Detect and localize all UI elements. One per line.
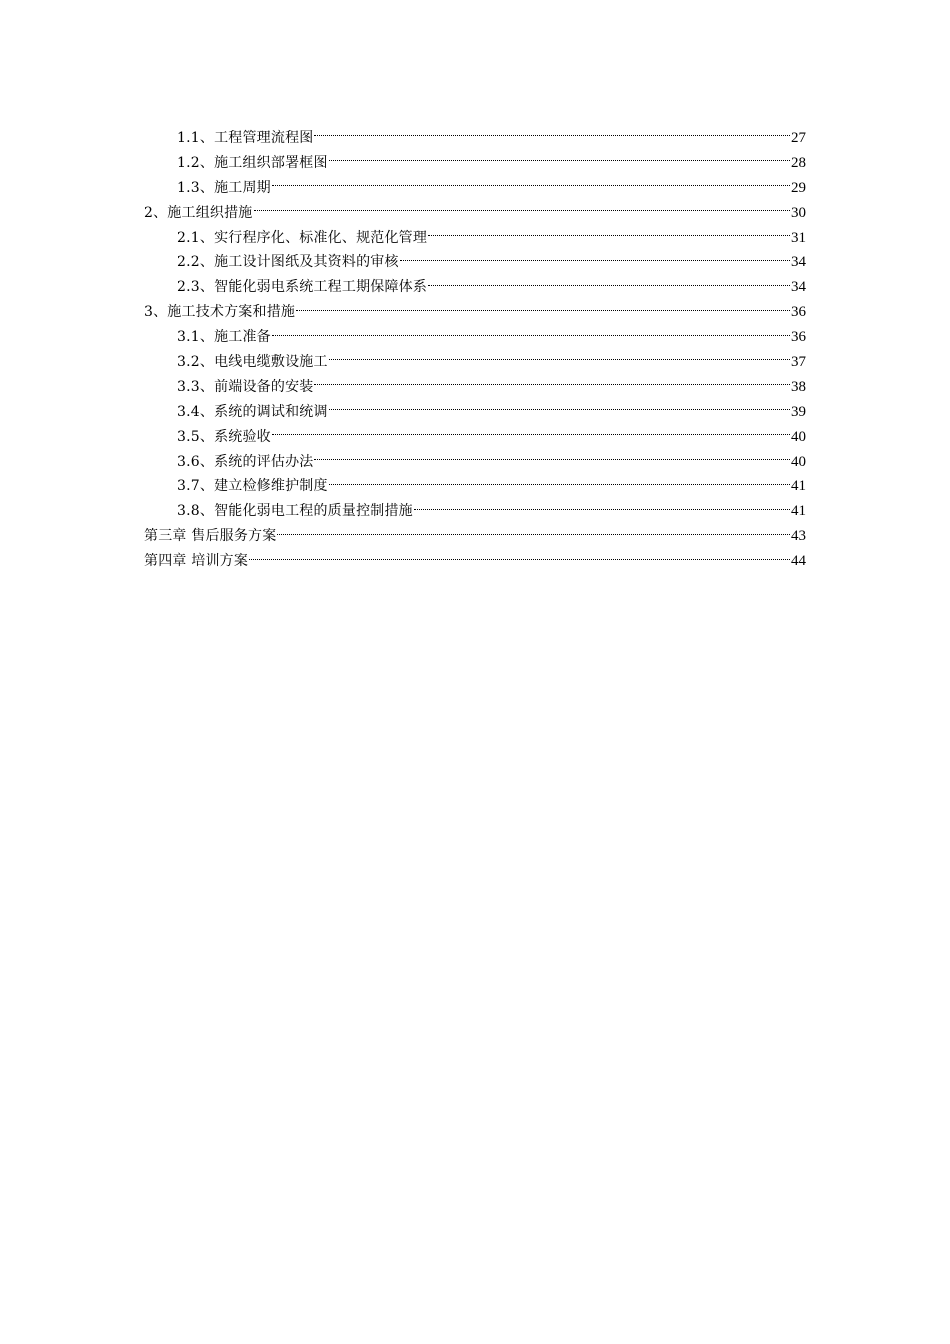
toc-leader-dots xyxy=(400,259,790,261)
toc-leader-dots xyxy=(272,334,790,336)
toc-entry-page: 27 xyxy=(791,130,806,146)
toc-entry[interactable] xyxy=(144,375,806,400)
toc-entry[interactable] xyxy=(144,425,806,450)
toc-leader-dots xyxy=(314,383,790,385)
toc-entry-title: 1.1、工程管理流程图 xyxy=(177,130,314,146)
toc-entry-page: 39 xyxy=(791,403,806,420)
toc-entry-title: 3.2、电线电缆敷设施工 xyxy=(177,354,328,371)
table-of-contents xyxy=(144,126,806,574)
toc-entry-page: 34 xyxy=(791,279,806,296)
toc-leader-dots xyxy=(329,483,790,485)
toc-entry-page: 28 xyxy=(791,154,806,171)
toc-leader-dots xyxy=(272,184,790,186)
toc-entry-page: 41 xyxy=(791,478,806,495)
toc-entry-page: 31 xyxy=(791,229,806,246)
toc-entry-page: 38 xyxy=(791,378,806,395)
toc-entry-page: 41 xyxy=(791,503,806,520)
toc-entry-page: 30 xyxy=(791,204,806,221)
toc-entry[interactable] xyxy=(144,450,806,475)
toc-entry-page: 37 xyxy=(791,354,806,371)
toc-entry[interactable] xyxy=(144,549,806,574)
toc-entry-title: 3.4、系统的调试和统调 xyxy=(177,403,328,420)
toc-entry[interactable] xyxy=(144,325,806,350)
toc-leader-dots xyxy=(428,284,790,286)
toc-entry-title: 1.2、施工组织部署框图 xyxy=(177,154,328,171)
toc-leader-dots xyxy=(249,558,790,560)
toc-entry[interactable] xyxy=(144,226,806,251)
toc-entry-title: 3、施工技术方案和措施 xyxy=(144,304,296,321)
toc-entry-page: 34 xyxy=(791,254,806,271)
toc-entry-page: 36 xyxy=(791,329,806,346)
toc-entry-title: 第四章 培训方案 xyxy=(144,553,249,570)
toc-leader-dots xyxy=(272,433,790,435)
toc-entry[interactable] xyxy=(144,176,806,201)
toc-entry-title: 3.7、建立检修维护制度 xyxy=(177,478,328,495)
toc-entry[interactable] xyxy=(144,201,806,226)
toc-entry-page: 44 xyxy=(791,553,806,570)
toc-entry-title: 第三章 售后服务方案 xyxy=(144,528,277,545)
toc-entry-title: 2.3、智能化弱电系统工程工期保障体系 xyxy=(177,279,428,296)
toc-entry[interactable] xyxy=(144,275,806,300)
toc-entry-title: 3.6、系统的评估办法 xyxy=(177,453,314,470)
toc-entry[interactable] xyxy=(144,126,806,151)
toc-entry-title: 1.3、施工周期 xyxy=(177,179,271,196)
toc-entry-title: 2.1、实行程序化、标准化、规范化管理 xyxy=(177,229,428,246)
toc-entry-title: 2.2、施工设计图纸及其资料的审核 xyxy=(177,254,399,271)
toc-entry[interactable] xyxy=(144,250,806,275)
toc-leader-dots xyxy=(314,134,790,136)
toc-entry[interactable] xyxy=(144,524,806,549)
toc-leader-dots xyxy=(329,408,790,410)
toc-entry-page: 40 xyxy=(791,453,806,470)
toc-entry[interactable] xyxy=(144,300,806,325)
toc-leader-dots xyxy=(428,234,790,236)
toc-entry[interactable] xyxy=(144,499,806,524)
toc-entry[interactable] xyxy=(144,151,806,176)
toc-leader-dots xyxy=(296,309,790,311)
toc-leader-dots xyxy=(329,159,790,161)
toc-entry-title: 3.1、施工准备 xyxy=(177,329,271,346)
toc-entry-page: 36 xyxy=(791,304,806,321)
toc-leader-dots xyxy=(314,458,790,460)
toc-entry-title: 2、施工组织措施 xyxy=(144,204,253,221)
toc-entry-title: 3.3、前端设备的安装 xyxy=(177,378,314,395)
toc-entry-title: 3.8、智能化弱电工程的质量控制措施 xyxy=(177,503,413,520)
toc-leader-dots xyxy=(329,358,790,360)
toc-leader-dots xyxy=(277,533,790,535)
toc-leader-dots xyxy=(414,508,790,510)
toc-entry-title: 3.5、系统验收 xyxy=(177,428,271,445)
toc-entry[interactable] xyxy=(144,400,806,425)
toc-entry-page: 40 xyxy=(791,428,806,445)
toc-entry[interactable] xyxy=(144,350,806,375)
toc-entry-page: 29 xyxy=(791,179,806,196)
toc-leader-dots xyxy=(254,209,790,211)
toc-entry-page: 43 xyxy=(791,528,806,545)
toc-entry[interactable] xyxy=(144,474,806,499)
